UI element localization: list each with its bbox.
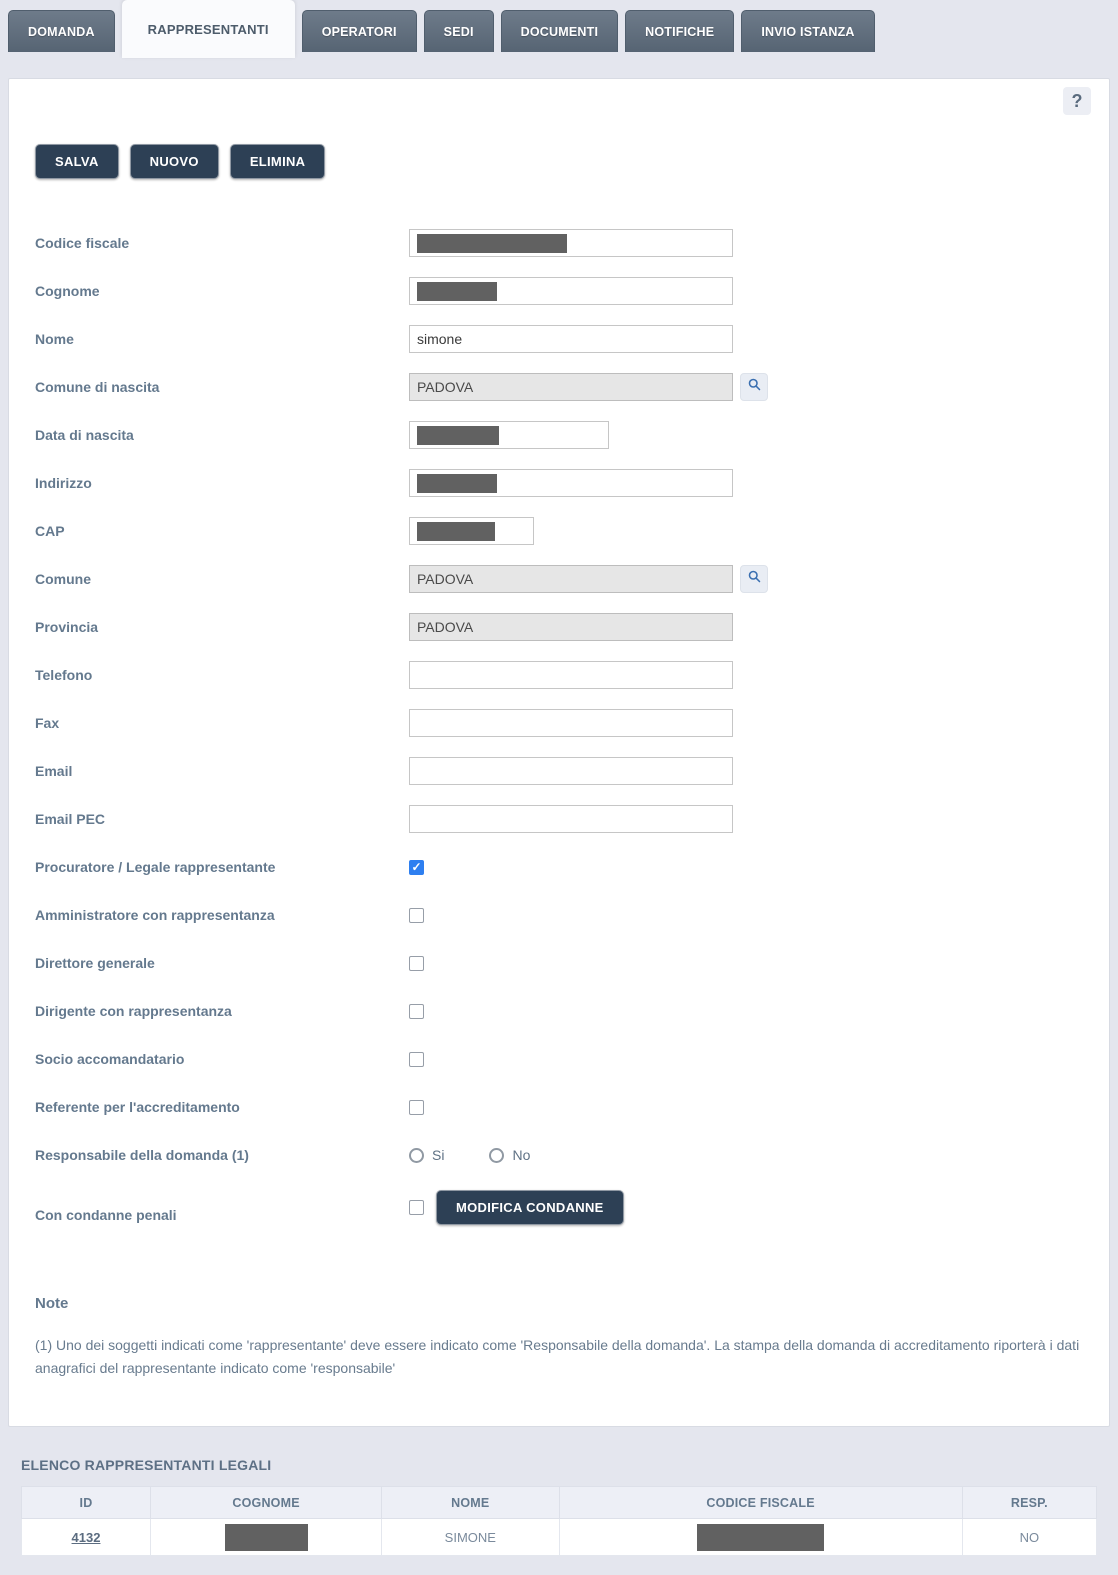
direttore-checkbox[interactable] bbox=[409, 956, 424, 971]
id-link[interactable]: 4132 bbox=[71, 1529, 101, 1545]
responsabile-radio-group bbox=[409, 1147, 530, 1163]
redaction-block bbox=[225, 1524, 308, 1551]
modifica-condanne-button[interactable]: MODIFICA CONDANNE bbox=[436, 1190, 624, 1225]
field-row-dirigente bbox=[35, 997, 1083, 1025]
field-row-referente bbox=[35, 1093, 1083, 1121]
representative-form bbox=[35, 229, 1083, 1225]
tab-domanda[interactable]: DOMANDA bbox=[8, 10, 115, 52]
comune-di-nascita-value: PADOVA bbox=[417, 379, 474, 395]
dirigente-checkbox[interactable] bbox=[409, 1004, 424, 1019]
provincia-value: PADOVA bbox=[417, 619, 474, 635]
field-row-cognome bbox=[35, 277, 1083, 305]
column-header-nome: NOME bbox=[382, 1487, 559, 1519]
column-header-resp: RESP. bbox=[962, 1487, 1096, 1519]
cell-cognome bbox=[151, 1519, 382, 1556]
field-row-nome bbox=[35, 325, 1083, 353]
field-row-data-di-nascita bbox=[35, 421, 1083, 449]
tab-operatori[interactable]: OPERATORI bbox=[302, 10, 417, 52]
provincia-label: Provincia bbox=[35, 619, 99, 635]
tab-bar bbox=[0, 0, 1118, 58]
new-button[interactable]: NUOVO bbox=[130, 144, 219, 179]
email-label: Email bbox=[35, 763, 73, 779]
cap-input[interactable] bbox=[409, 517, 534, 545]
table-header-row bbox=[22, 1487, 1097, 1519]
tab-notifiche[interactable]: NOTIFICHE bbox=[625, 10, 734, 52]
tab-documenti[interactable]: DOCUMENTI bbox=[501, 10, 619, 52]
field-row-email bbox=[35, 757, 1083, 785]
procuratore-checkbox[interactable] bbox=[409, 860, 424, 875]
socio-label: Socio accomandatario bbox=[35, 1051, 185, 1067]
field-row-codice-fiscale bbox=[35, 229, 1083, 257]
comune-di-nascita-search-button[interactable] bbox=[740, 373, 768, 401]
field-row-condanne bbox=[35, 1189, 1083, 1225]
save-button[interactable]: SALVA bbox=[35, 144, 119, 179]
field-row-telefono bbox=[35, 661, 1083, 689]
comune-label: Comune bbox=[35, 571, 91, 587]
redaction-block bbox=[417, 426, 499, 445]
field-row-cap bbox=[35, 517, 1083, 545]
column-header-id: ID bbox=[22, 1487, 151, 1519]
field-row-comune-di-nascita bbox=[35, 373, 1083, 401]
data-di-nascita-label: Data di nascita bbox=[35, 427, 134, 443]
comune-input bbox=[409, 565, 733, 593]
procuratore-label: Procuratore / Legale rappresentante bbox=[35, 859, 276, 875]
responsabile-si-label: Si bbox=[432, 1147, 445, 1163]
amministratore-label: Amministratore con rappresentanza bbox=[35, 907, 275, 923]
data-di-nascita-input[interactable] bbox=[409, 421, 609, 449]
amministratore-checkbox[interactable] bbox=[409, 908, 424, 923]
referente-checkbox[interactable] bbox=[409, 1100, 424, 1115]
field-row-fax bbox=[35, 709, 1083, 737]
telefono-input[interactable] bbox=[409, 661, 733, 689]
field-row-procuratore bbox=[35, 853, 1083, 881]
field-row-amministratore bbox=[35, 901, 1083, 929]
comune-di-nascita-input bbox=[409, 373, 733, 401]
email-pec-input[interactable] bbox=[409, 805, 733, 833]
field-row-comune bbox=[35, 565, 1083, 593]
note-title: Note bbox=[35, 1295, 69, 1312]
cell-codice-fiscale bbox=[559, 1519, 962, 1556]
telefono-label: Telefono bbox=[35, 667, 93, 683]
tab-invio-istanza[interactable]: INVIO ISTANZA bbox=[741, 10, 874, 52]
nome-value: simone bbox=[417, 331, 463, 347]
search-icon bbox=[747, 569, 762, 589]
codice-fiscale-input[interactable] bbox=[409, 229, 733, 257]
field-row-direttore bbox=[35, 949, 1083, 977]
note-text: (1) Uno dei soggetti indicati come 'rappresentante' deve essere indicato come 'Responsabile della domanda'. La stampa della domanda di accreditamento riporterà i dati anagrafici del rappresentante indicato come 'responsabile' bbox=[35, 1337, 1080, 1377]
cap-label: CAP bbox=[35, 523, 65, 539]
cognome-label: Cognome bbox=[35, 283, 100, 299]
search-icon bbox=[747, 377, 762, 397]
responsabile-option-si bbox=[409, 1147, 444, 1163]
email-input[interactable] bbox=[409, 757, 733, 785]
cell-id bbox=[22, 1519, 151, 1556]
responsabile-no-label: No bbox=[512, 1147, 531, 1163]
email-pec-label: Email PEC bbox=[35, 811, 106, 827]
responsabile-si-radio[interactable] bbox=[409, 1148, 424, 1163]
redaction-block bbox=[417, 234, 567, 253]
responsabile-option-no bbox=[489, 1147, 530, 1163]
cell-nome: SIMONE bbox=[382, 1519, 559, 1556]
note-section bbox=[35, 1295, 1083, 1380]
provincia-input bbox=[409, 613, 733, 641]
condanne-label: Con condanne penali bbox=[35, 1207, 177, 1223]
nome-label: Nome bbox=[35, 331, 74, 347]
nome-input[interactable] bbox=[409, 325, 733, 353]
codice-fiscale-label: Codice fiscale bbox=[35, 235, 130, 251]
indirizzo-label: Indirizzo bbox=[35, 475, 92, 491]
elenco-rappresentanti-title: ELENCO RAPPRESENTANTI LEGALI bbox=[21, 1457, 272, 1473]
delete-button[interactable]: ELIMINA bbox=[230, 144, 326, 179]
comune-value: PADOVA bbox=[417, 571, 474, 587]
direttore-label: Direttore generale bbox=[35, 955, 155, 971]
rappresentanti-panel bbox=[8, 78, 1110, 1427]
comune-di-nascita-label: Comune di nascita bbox=[35, 379, 160, 395]
responsabile-no-radio[interactable] bbox=[489, 1148, 504, 1163]
redaction-block bbox=[417, 474, 497, 493]
fax-input[interactable] bbox=[409, 709, 733, 737]
field-row-email-pec bbox=[35, 805, 1083, 833]
fax-label: Fax bbox=[35, 715, 60, 731]
dirigente-label: Dirigente con rappresentanza bbox=[35, 1003, 232, 1019]
column-header-codice-fiscale: CODICE FISCALE bbox=[559, 1487, 962, 1519]
cell-resp: NO bbox=[962, 1519, 1096, 1556]
tab-sedi[interactable]: SEDI bbox=[424, 10, 494, 52]
toolbar bbox=[35, 144, 1083, 179]
tab-rappresentanti[interactable]: RAPPRESENTANTI bbox=[122, 0, 295, 58]
column-header-cognome: COGNOME bbox=[151, 1487, 382, 1519]
field-row-provincia bbox=[35, 613, 1083, 641]
socio-checkbox[interactable] bbox=[409, 1052, 424, 1067]
elenco-rappresentanti-section bbox=[21, 1457, 1097, 1556]
indirizzo-input[interactable] bbox=[409, 469, 733, 497]
field-row-indirizzo bbox=[35, 469, 1083, 497]
referente-label: Referente per l'accreditamento bbox=[35, 1099, 240, 1115]
field-row-socio bbox=[35, 1045, 1083, 1073]
cognome-input[interactable] bbox=[409, 277, 733, 305]
rappresentanti-table bbox=[21, 1486, 1097, 1556]
field-row-responsabile bbox=[35, 1141, 1083, 1169]
condanne-checkbox[interactable] bbox=[409, 1200, 424, 1215]
redaction-block bbox=[417, 522, 495, 541]
comune-search-button[interactable] bbox=[740, 565, 768, 593]
help-button[interactable]: ? bbox=[1063, 87, 1091, 115]
redaction-block bbox=[697, 1524, 824, 1551]
responsabile-label: Responsabile della domanda (1) bbox=[35, 1147, 249, 1163]
table-row bbox=[22, 1519, 1097, 1556]
redaction-block bbox=[417, 282, 497, 301]
